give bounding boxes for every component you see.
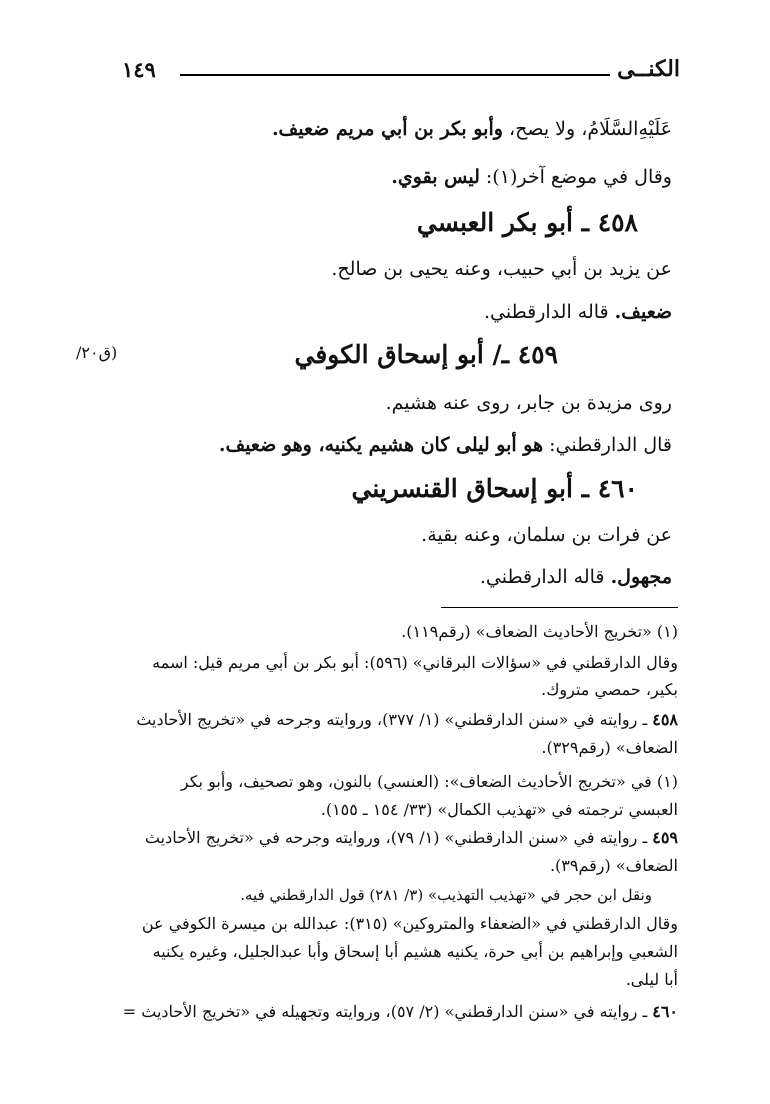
footnote-5-line-1 <box>145 828 678 847</box>
footnote-8-number: ٤٦٠ <box>652 1002 678 1021</box>
entry-458-line-2 <box>484 301 672 323</box>
body-line-2-normal: وقال في موضع آخر(١): <box>479 166 672 188</box>
entry-460-line-1: عن فرات بن سلمان، وعنه بقية. <box>421 524 672 546</box>
footnote-7-line-3: أبا ليلى. <box>625 970 678 989</box>
footnote-rule <box>441 607 678 608</box>
entry-460-source: قاله الدارقطني. <box>479 566 611 588</box>
footnote-5-line-2: الضعاف» (رقم٣٩). <box>549 856 678 875</box>
entry-460-verdict: مجهول. <box>610 566 672 588</box>
body-line-1-bold: وأبو بكر بن أبي مريم ضعيف. <box>271 118 503 140</box>
footnote-2-line-2: بكير، حمصي متروك. <box>541 680 678 699</box>
entry-459-verdict: هو أبو ليلى كان هشيم يكنيه، وهو ضعيف. <box>218 434 544 456</box>
footnote-1: (١) «تخريج الأحاديث الضعاف» (رقم١١٩). <box>401 622 678 641</box>
footnote-2-line-1: وقال الدارقطني في «سؤالات البرقاني» (٥٩٦): أبو بكر بن أبي مريم قيل: اسمه <box>152 653 678 672</box>
running-title: الكنــى <box>617 56 680 82</box>
footnote-7-line-2: الشعبي وإبراهيم بن أبي حرة، يكنيه هشيم أبا إسحاق وأبا عبدالجليل، وغيره يكنيه <box>152 942 678 961</box>
footnote-3-line-1 <box>136 710 678 729</box>
entry-458-verdict: ضعيف. <box>614 301 672 323</box>
entry-460-line-2 <box>480 566 672 588</box>
entry-458-heading: ٤٥٨ ـ أبو بكر العبسي <box>416 208 638 237</box>
margin-folio-note: (ق٢٠/ <box>76 343 118 362</box>
entry-458-line-1: عن يزيد بن أبي حبيب، وعنه يحيى بن صالح. <box>331 258 672 280</box>
header-rule <box>180 74 610 76</box>
body-line-2 <box>391 166 672 188</box>
body-line-1-normal: عَلَيْهِ‌السَّلَامُ، ولا يصح، <box>502 118 672 140</box>
footnote-3-line-2: الضعاف» (رقم٣٢٩). <box>541 738 678 757</box>
entry-458-source: قاله الدارقطني. <box>483 301 615 323</box>
entry-459-heading: ٤٥٩ ـ/ أبو إسحاق الكوفي <box>294 340 558 369</box>
body-line-2-bold: ليس بقوي. <box>391 166 480 188</box>
footnote-5-number: ٤٥٩ <box>652 828 678 847</box>
entry-460-heading: ٤٦٠ ـ أبو إسحاق القنسريني <box>351 474 638 503</box>
footnote-3-text: ـ روايته في «سنن الدارقطني» (١/ ٣٧٧)، وروايته وجرحه في «تخريج الأحاديث <box>136 710 653 729</box>
body-line-1 <box>272 118 672 140</box>
footnote-6: ونقل ابن حجر في «تهذيب التهذيب» (٣/ ٢٨١) قول الدارقطني فيه. <box>240 886 652 904</box>
footnote-4-line-1: (١) في «تخريج الأحاديث الضعاف»: (العنسي) بالنون، وهو تصحيف، وأبو بكر <box>180 772 678 791</box>
footnote-7-line-1: وقال الدارقطني في «الضعفاء والمتروكين» (٣١٥): عبدالله بن ميسرة الكوفي عن <box>141 914 678 933</box>
footnote-3-number: ٤٥٨ <box>652 710 678 729</box>
footnote-4-line-2: العبسي ترجمته في «تهذيب الكمال» (٣٣/ ١٥٤ ـ ١٥٥). <box>320 800 678 819</box>
page-number: ١٤٩ <box>122 57 156 82</box>
footnote-8 <box>123 1002 678 1021</box>
footnote-5-text: ـ روايته في «سنن الدارقطني» (١/ ٧٩)، وروايته وجرحه في «تخريج الأحاديث <box>144 828 653 847</box>
entry-459-source: قال الدارقطني: <box>543 434 672 456</box>
footnote-8-text: ـ روايته في «سنن الدارقطني» (٢/ ٥٧)، وروايته وتجهيله في «تخريج الأحاديث = <box>122 1002 653 1021</box>
entry-459-line-2 <box>219 434 672 456</box>
entry-459-line-1: روى مزيدة بن جابر، روى عنه هشيم. <box>385 392 672 414</box>
